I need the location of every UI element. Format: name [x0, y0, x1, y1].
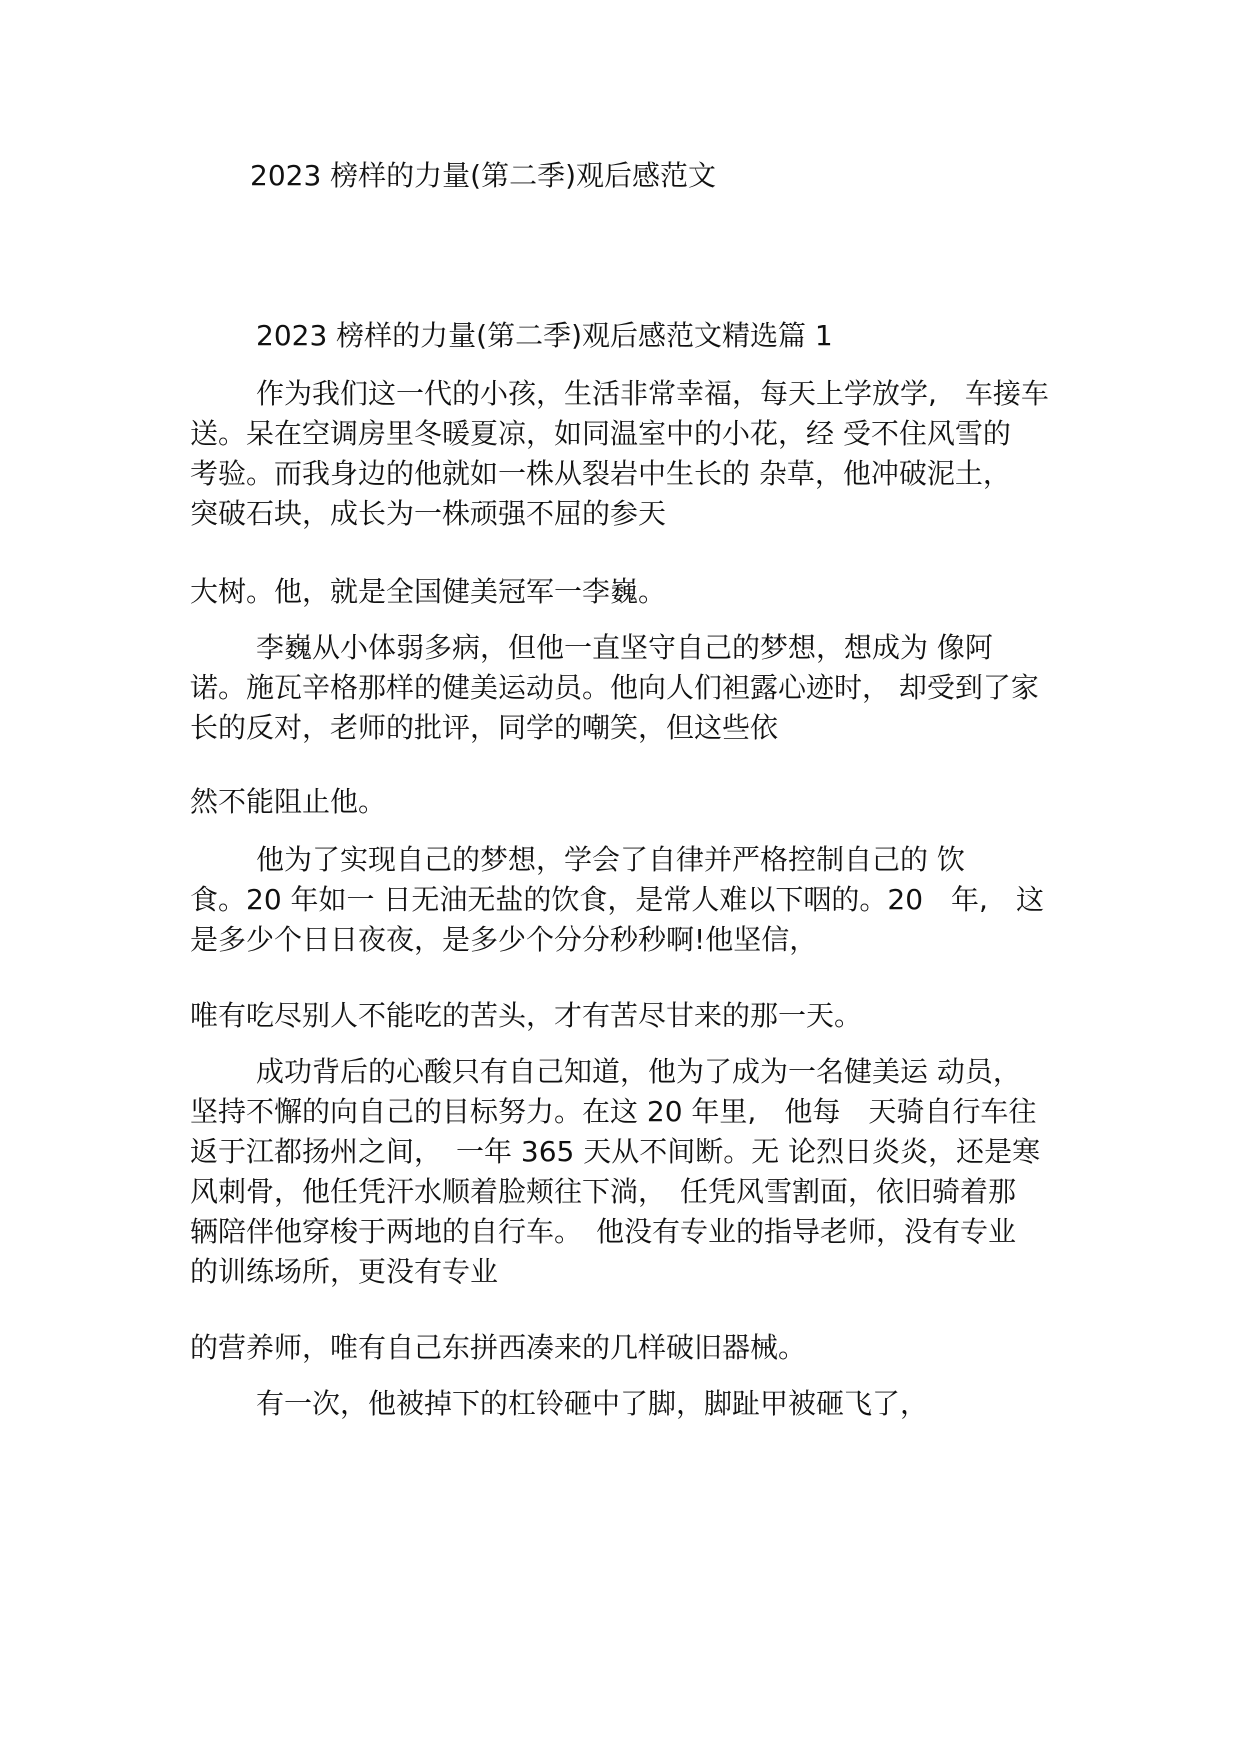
paragraph-line: 突破石块，成长为一株顽强不屈的参天	[190, 497, 667, 530]
paragraph-line: 的训练场所，更没有专业	[190, 1255, 499, 1288]
paragraph-line: 诺。施瓦辛格那样的健美运动员。他向人们袒露心迹时， 却受到了家	[190, 671, 1039, 704]
paragraph-line: 唯有吃尽别人不能吃的苦头，才有苦尽甘来的那一天。	[190, 999, 863, 1032]
paragraph-line: 成功背后的心酸只有自己知道，他为了成为一名健美运 动员，	[256, 1055, 1021, 1088]
paragraph-line: 大树。他，就是全国健美冠军一李巍。	[190, 575, 667, 608]
paragraph-line: 然不能阻止他。	[190, 785, 387, 818]
paragraph-line: 考验。而我身边的他就如一株从裂岩中生长的 杂草，他冲破泥土，	[190, 457, 1011, 490]
paragraph-line: 风刺骨，他任凭汗水顺着脸颊往下淌， 任凭风雪割面，依旧骑着那	[190, 1175, 1017, 1208]
document-title: 2023 榜样的力量(第二季)观后感范文	[250, 159, 717, 192]
section-title: 2023 榜样的力量(第二季)观后感范文精选篇 1	[256, 319, 833, 352]
paragraph-line: 返于江都扬州之间， 一年 365 天从不间断。无 论烈日炎炎，还是寒	[190, 1135, 1041, 1168]
paragraph-line: 李巍从小体弱多病，但他一直坚守自己的梦想，想成为 像阿	[256, 631, 993, 664]
paragraph-line: 辆陪伴他穿梭于两地的自行车。 他没有专业的指导老师，没有专业	[190, 1215, 1017, 1248]
paragraph-line: 坚持不懈的向自己的目标努力。在这 20 年里, 他每 天骑自行车往	[190, 1095, 1037, 1128]
paragraph-line: 作为我们这一代的小孩，生活非常幸福，每天上学放学, 车接车	[256, 377, 1049, 410]
paragraph-line: 长的反对，老师的批评，同学的嘲笑，但这些依	[190, 711, 779, 744]
paragraph-line: 送。呆在空调房里冬暖夏凉，如同温室中的小花，经 受不住风雪的	[190, 417, 1011, 450]
paragraph-line: 他为了实现自己的梦想，学会了自律并严格控制自己的 饮	[256, 843, 965, 876]
paragraph-line: 是多少个日日夜夜，是多少个分分秒秒啊!他坚信，	[190, 923, 818, 956]
paragraph-line: 的营养师，唯有自己东拼西凑来的几样破旧器械。	[190, 1331, 807, 1364]
paragraph-line: 食。20 年如一 日无油无盐的饮食，是常人难以下咽的。20 年, 这	[190, 883, 1044, 916]
paragraph-line: 有一次，他被掉下的杠铃砸中了脚，脚趾甲被砸飞了，	[256, 1387, 929, 1420]
